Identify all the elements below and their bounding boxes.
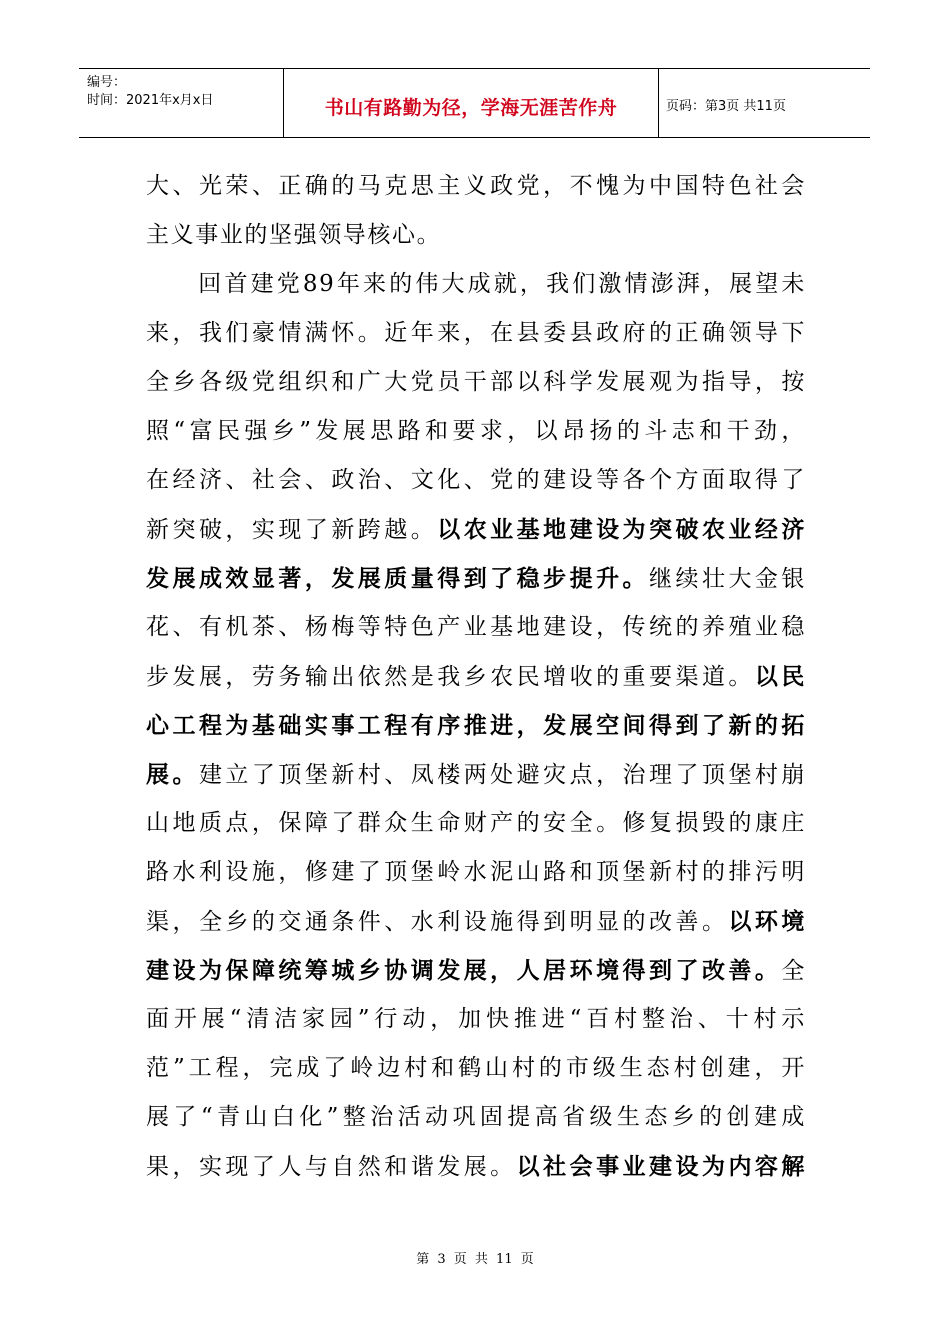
bold-text-segment: 以社会事业建设为内容解: [516, 1153, 806, 1180]
text-segment: 山地质点，保障了群众生命财产的安全。修复损毁的康庄: [146, 810, 806, 836]
header-page-cell: [658, 69, 870, 137]
text-line: [146, 1142, 806, 1191]
text-line: [146, 309, 806, 358]
text-line: [146, 897, 806, 946]
text-line: [146, 358, 806, 407]
text-line: [146, 1044, 806, 1093]
text-segment: 主义事业的坚强领导核心。: [146, 222, 442, 248]
bold-text-segment: 以环境: [728, 908, 806, 935]
text-segment: 面开展“清洁家园”行动，加快推进“百村整治、十村示: [146, 1006, 806, 1032]
serial-label: 编号：: [87, 75, 127, 90]
text-line: [146, 554, 806, 603]
text-line: [146, 946, 806, 995]
text-line: [146, 603, 806, 652]
text-segment: 大、光荣、正确的马克思主义政党，不愧为中国特色社会: [146, 173, 806, 199]
bold-text-segment: 以农业基地建设为突破农业经济: [437, 516, 806, 543]
header-meta-cell: [79, 69, 283, 137]
text-segment: 照“富民强乡”发展思路和要求，以昂扬的斗志和干劲，: [146, 418, 806, 444]
text-segment: 范”工程，完成了岭边村和鹤山村的市级生态村创建，开: [146, 1055, 806, 1081]
bold-text-segment: 展。: [146, 761, 199, 788]
text-line: [146, 456, 806, 505]
header-motto-cell: [283, 69, 659, 137]
text-segment: 在经济、社会、政治、文化、党的建设等各个方面取得了: [146, 467, 806, 493]
text-line: [146, 260, 806, 309]
page-footer: 第 3 页 共 11 页: [416, 1252, 534, 1267]
text-segment: 路水利设施，修建了顶堡岭水泥山路和顶堡新村的排污明: [146, 859, 806, 885]
bold-text-segment: 建设为保障统筹城乡协调发展，人居环境得到了改善。: [146, 957, 782, 984]
bold-text-segment: 以民: [754, 663, 806, 690]
text-line: [146, 799, 806, 848]
text-line: [146, 1093, 806, 1142]
text-line: [146, 750, 806, 799]
text-line: [146, 652, 806, 701]
text-line: [146, 701, 806, 750]
text-segment: 全: [781, 958, 806, 984]
text-segment: 继续壮大金银: [649, 566, 806, 592]
text-segment: 展了“青山白化”整治活动巩固提高省级生态乡的创建成: [146, 1104, 806, 1130]
text-segment: 花、有机茶、杨梅等特色产业基地建设，传统的养殖业稳: [146, 614, 806, 640]
text-line: [146, 162, 806, 211]
text-segment: 新突破，实现了新跨越。: [146, 517, 438, 543]
text-line: [146, 995, 806, 1044]
text-segment: 全乡各级党组织和广大党员干部以科学发展观为指导，按: [146, 369, 806, 395]
text-line: [146, 407, 806, 456]
motto-text: 书山有路勤为径，学海无涯苦作舟: [324, 97, 618, 119]
page-code: 页码：第3页 共11页: [666, 99, 786, 114]
text-segment: 果，实现了人与自然和谐发展。: [146, 1154, 517, 1180]
text-segment: 回首建党89年来的伟大成就，我们激情澎湃，展望未: [146, 271, 806, 297]
text-segment: 渠，全乡的交通条件、水利设施得到明显的改善。: [146, 909, 729, 935]
text-segment: 步发展，劳务输出依然是我乡农民增收的重要渠道。: [146, 664, 755, 690]
time-label: 时间：2021年x月x日: [87, 93, 214, 108]
text-segment: 来，我们豪情满怀。近年来，在县委县政府的正确领导下: [146, 320, 806, 346]
page-header: [79, 68, 870, 138]
document-body: [146, 162, 806, 1191]
text-line: [146, 848, 806, 897]
text-line: [146, 211, 806, 260]
text-segment: 建立了顶堡新村、凤楼两处避灾点，治理了顶堡村崩: [198, 762, 806, 788]
bold-text-segment: 发展成效显著，发展质量得到了稳步提升。: [146, 565, 650, 592]
bold-text-segment: 心工程为基础实事工程有序推进，发展空间得到了新的拓: [146, 712, 806, 739]
text-line: [146, 505, 806, 554]
